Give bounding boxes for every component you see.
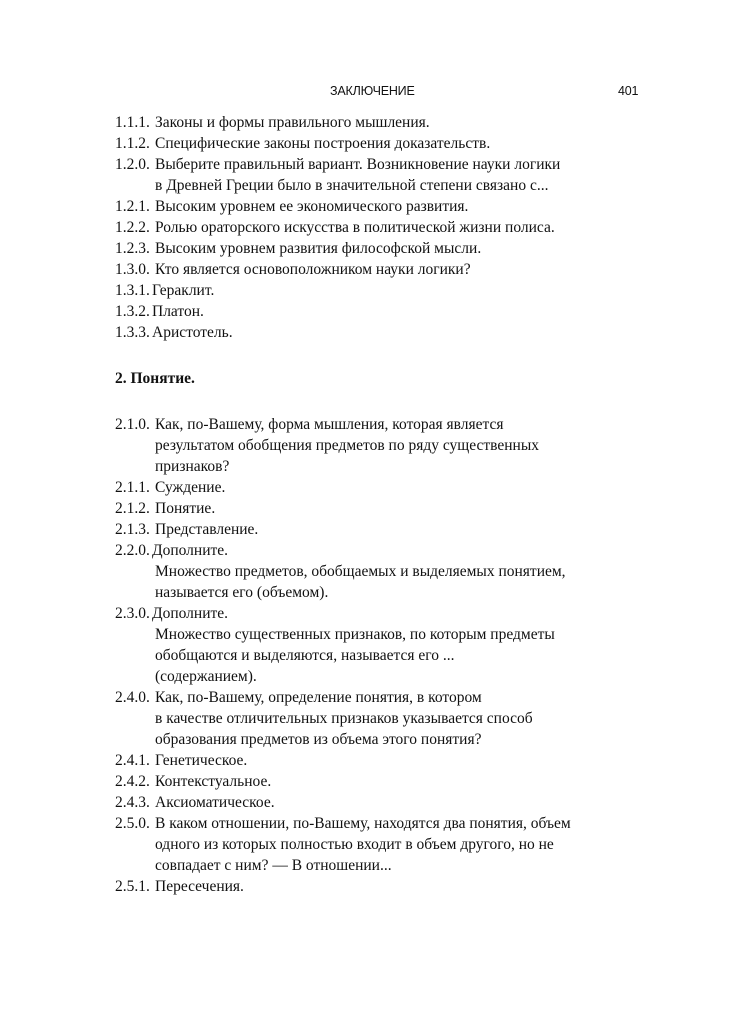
list-item — [115, 876, 655, 897]
item-continuation: (содержанием). — [155, 668, 257, 685]
list-item — [115, 112, 655, 133]
item-number: 1.3.0. — [115, 261, 150, 278]
list-item — [115, 414, 655, 435]
item-text: Пересечения. — [155, 878, 244, 895]
list-item — [115, 133, 655, 154]
item-number: 1.2.1. — [115, 198, 150, 215]
item-continuation: признаков? — [155, 458, 230, 475]
item-text: Кто является основоположником науки логики? — [155, 261, 471, 278]
list-item — [115, 540, 655, 561]
item-continuation: совпадает с ним? — В отношении... — [155, 857, 392, 874]
item-text: Понятие. — [155, 500, 216, 517]
running-header — [0, 84, 729, 104]
item-number: 1.3.2. — [115, 303, 150, 320]
item-number: 2.1.0. — [115, 416, 150, 433]
item-continuation: одного из которых полностью входит в объем другого, но не — [155, 836, 554, 853]
item-continuation: результатом обобщения предметов по ряду существенных — [155, 437, 539, 454]
item-number: 1.3.1. — [115, 282, 150, 299]
item-number: 2.4.3. — [115, 794, 150, 811]
item-text: Высоким уровнем ее экономического развития. — [155, 198, 469, 215]
item-number: 2.2.0. — [115, 542, 150, 559]
item-number: 1.2.2. — [115, 219, 150, 236]
item-text: Законы и формы правильного мышления. — [155, 114, 430, 131]
item-number: 2.1.2. — [115, 500, 150, 517]
item-number: 2.4.0. — [115, 689, 150, 706]
page-number: 401 — [618, 84, 639, 98]
item-text: Дополните. — [152, 542, 229, 559]
list-item — [115, 750, 655, 771]
item-number: 1.1.1. — [115, 114, 150, 131]
list-item — [115, 259, 655, 280]
item-text: Генетическое. — [155, 752, 248, 769]
item-number: 1.2.3. — [115, 240, 150, 257]
chapter-title: ЗАКЛЮЧЕНИЕ — [330, 84, 415, 98]
section-heading: 2. Понятие. — [115, 370, 195, 387]
item-continuation: обобщаются и выделяются, называется его ... — [155, 647, 455, 664]
item-number: 2.1.3. — [115, 521, 150, 538]
item-number: 2.4.2. — [115, 773, 150, 790]
item-text: Представление. — [155, 521, 259, 538]
list-item — [115, 238, 655, 259]
list-item — [115, 477, 655, 498]
list-item — [115, 322, 655, 343]
list-item — [115, 813, 655, 834]
item-continuation: Множество предметов, обобщаемых и выделяемых понятием, — [155, 563, 566, 580]
item-number: 2.5.1. — [115, 878, 150, 895]
list-item — [115, 196, 655, 217]
item-number: 1.3.3. — [115, 324, 150, 341]
item-text: Высоким уровнем развития философской мысли. — [155, 240, 482, 257]
page-body — [115, 112, 655, 897]
list-item — [115, 603, 655, 624]
item-text: Выберите правильный вариант. Возникновение науки логики — [155, 156, 561, 173]
item-number: 2.3.0. — [115, 605, 150, 622]
list-item — [115, 217, 655, 238]
item-continuation: образования предметов из объема этого понятия? — [155, 731, 482, 748]
item-text: Специфические законы построения доказательств. — [155, 135, 491, 152]
list-item — [115, 301, 655, 322]
list-item — [115, 687, 655, 708]
list-item — [115, 280, 655, 301]
list-item — [115, 771, 655, 792]
item-text: Суждение. — [155, 479, 226, 496]
item-number: 1.1.2. — [115, 135, 150, 152]
item-continuation: Множество существенных признаков, по которым предметы — [155, 626, 555, 643]
item-text: Платон. — [152, 303, 204, 320]
item-continuation: в качестве отличительных признаков указывается способ — [155, 710, 533, 727]
list-item — [115, 792, 655, 813]
item-text: Как, по-Вашему, форма мышления, которая является — [155, 416, 504, 433]
item-continuation: в Древней Греции было в значительной степени связано с... — [155, 177, 549, 194]
item-continuation: называется его (объемом). — [155, 584, 329, 601]
item-text: Аристотель. — [152, 324, 233, 341]
item-text: Контекстуальное. — [155, 773, 272, 790]
item-number: 1.2.0. — [115, 156, 150, 173]
item-text: Гераклит. — [152, 282, 215, 299]
item-text: Аксиоматическое. — [155, 794, 275, 811]
list-item — [115, 154, 655, 175]
item-number: 2.1.1. — [115, 479, 150, 496]
item-text: Ролью ораторского искусства в политической жизни полиса. — [155, 219, 555, 236]
item-number: 2.4.1. — [115, 752, 150, 769]
item-text: Дополните. — [152, 605, 229, 622]
list-item — [115, 498, 655, 519]
item-text: Как, по-Вашему, определение понятия, в котором — [155, 689, 482, 706]
item-text: В каком отношении, по-Вашему, находятся два понятия, объем — [155, 815, 571, 832]
item-number: 2.5.0. — [115, 815, 150, 832]
list-item — [115, 519, 655, 540]
